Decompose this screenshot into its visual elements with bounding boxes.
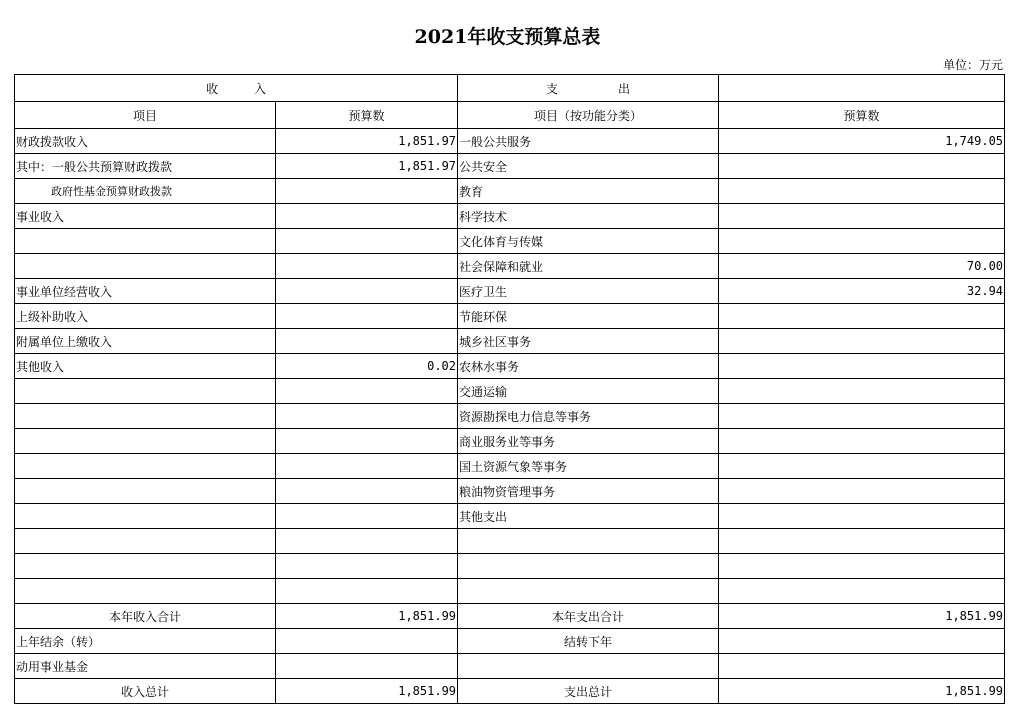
expense-item-cell: 资源勘探电力信息等事务 bbox=[458, 404, 719, 429]
fund-amount bbox=[276, 654, 458, 679]
expense-amount-cell bbox=[719, 379, 1005, 404]
expense-item-cell: 公共安全 bbox=[458, 154, 719, 179]
table-row bbox=[15, 479, 1005, 504]
expense-item-cell: 科学技术 bbox=[458, 204, 719, 229]
table-row bbox=[15, 454, 1005, 479]
income-item-cell bbox=[15, 529, 276, 554]
expense-amount-cell bbox=[719, 204, 1005, 229]
expense-item-cell: 节能环保 bbox=[458, 304, 719, 329]
fund-row bbox=[15, 654, 1005, 679]
table-row bbox=[15, 229, 1005, 254]
expense-grand-total-amount: 1,851.99 bbox=[719, 679, 1005, 704]
income-amount-cell bbox=[276, 529, 458, 554]
table-row bbox=[15, 304, 1005, 329]
income-item-cell: 事业收入 bbox=[15, 204, 276, 229]
expense-item-cell: 医疗卫生 bbox=[458, 279, 719, 304]
income-grand-total-amount: 1,851.99 bbox=[276, 679, 458, 704]
expense-item-cell: 城乡社区事务 bbox=[458, 329, 719, 354]
income-amount-cell bbox=[276, 204, 458, 229]
income-item-header: 项目 bbox=[15, 102, 276, 129]
table-row bbox=[15, 554, 1005, 579]
expense-item-cell: 交通运输 bbox=[458, 379, 719, 404]
grand-total-row bbox=[15, 679, 1005, 704]
income-item-cell bbox=[15, 479, 276, 504]
page-title: 2021年收支预算总表 bbox=[414, 26, 601, 48]
expense-amount-header: 预算数 bbox=[719, 102, 1005, 129]
expense-amount-cell: 70.00 bbox=[719, 254, 1005, 279]
expense-amount-cell: 1,749.05 bbox=[719, 129, 1005, 154]
expense-item-cell: 商业服务业等事务 bbox=[458, 429, 719, 454]
income-item-cell bbox=[15, 379, 276, 404]
expense-item-cell: 文化体育与传媒 bbox=[458, 229, 719, 254]
expense-item-cell: 农林水事务 bbox=[458, 354, 719, 379]
expense-amount-cell bbox=[719, 154, 1005, 179]
expense-item-cell bbox=[458, 554, 719, 579]
income-item-cell: 事业单位经营收入 bbox=[15, 279, 276, 304]
group-header-row bbox=[15, 75, 1005, 102]
expense-item-cell bbox=[458, 529, 719, 554]
income-item-cell bbox=[15, 404, 276, 429]
expense-item-cell bbox=[458, 579, 719, 604]
carry-out-amount bbox=[719, 629, 1005, 654]
income-item-cell: 政府性基金预算财政拨款 bbox=[15, 179, 276, 204]
expense-amount-cell bbox=[719, 579, 1005, 604]
expense-amount-cell bbox=[719, 329, 1005, 354]
carry-in-amount bbox=[276, 629, 458, 654]
expense-grand-total-label: 支出总计 bbox=[458, 679, 719, 704]
fund-expense-blank bbox=[458, 654, 719, 679]
table-row bbox=[15, 254, 1005, 279]
table-row bbox=[15, 179, 1005, 204]
income-amount-header: 预算数 bbox=[276, 102, 458, 129]
expense-amount-cell bbox=[719, 429, 1005, 454]
expense-amount-cell bbox=[719, 529, 1005, 554]
income-item-cell: 其中：一般公共预算财政拨款 bbox=[15, 154, 276, 179]
expense-amount-cell bbox=[719, 504, 1005, 529]
expense-item-cell: 社会保障和就业 bbox=[458, 254, 719, 279]
income-item-cell bbox=[15, 579, 276, 604]
income-item-cell bbox=[15, 554, 276, 579]
table-row bbox=[15, 504, 1005, 529]
expense-amount-cell bbox=[719, 179, 1005, 204]
expense-amount-cell bbox=[719, 454, 1005, 479]
expense-item-cell: 粮油物资管理事务 bbox=[458, 479, 719, 504]
income-item-cell bbox=[15, 429, 276, 454]
income-amount-cell: 0.02 bbox=[276, 354, 458, 379]
table-row bbox=[15, 529, 1005, 554]
expense-item-cell: 其他支出 bbox=[458, 504, 719, 529]
expense-item-cell: 一般公共服务 bbox=[458, 129, 719, 154]
income-item-cell bbox=[15, 254, 276, 279]
expense-group-header-blank bbox=[719, 75, 1005, 102]
expense-amount-cell bbox=[719, 304, 1005, 329]
expense-group-header: 支 出 bbox=[458, 75, 719, 102]
carry-in-label: 上年结余（转） bbox=[15, 629, 276, 654]
expense-amount-cell bbox=[719, 554, 1005, 579]
expense-year-total-amount: 1,851.99 bbox=[719, 604, 1005, 629]
table-row bbox=[15, 329, 1005, 354]
income-amount-cell bbox=[276, 479, 458, 504]
income-year-total-label: 本年收入合计 bbox=[15, 604, 276, 629]
income-amount-cell bbox=[276, 404, 458, 429]
table-row bbox=[15, 404, 1005, 429]
income-item-cell: 财政拨款收入 bbox=[15, 129, 276, 154]
income-year-total-amount: 1,851.99 bbox=[276, 604, 458, 629]
expense-item-cell: 国土资源气象等事务 bbox=[458, 454, 719, 479]
income-item-cell: 附属单位上缴收入 bbox=[15, 329, 276, 354]
table-row bbox=[15, 354, 1005, 379]
column-header-row bbox=[15, 102, 1005, 129]
income-amount-cell bbox=[276, 504, 458, 529]
table-row bbox=[15, 279, 1005, 304]
carry-row bbox=[15, 629, 1005, 654]
income-item-cell: 其他收入 bbox=[15, 354, 276, 379]
income-grand-total-label: 收入总计 bbox=[15, 679, 276, 704]
table-row bbox=[15, 379, 1005, 404]
table-row bbox=[15, 429, 1005, 454]
table-row bbox=[15, 579, 1005, 604]
income-item-cell bbox=[15, 454, 276, 479]
expense-item-cell: 教育 bbox=[458, 179, 719, 204]
budget-table bbox=[14, 74, 1005, 704]
carry-out-label: 结转下年 bbox=[458, 629, 719, 654]
income-amount-cell bbox=[276, 179, 458, 204]
expense-amount-cell bbox=[719, 479, 1005, 504]
expense-year-total-label: 本年支出合计 bbox=[458, 604, 719, 629]
expense-amount-cell bbox=[719, 229, 1005, 254]
income-amount-cell bbox=[276, 329, 458, 354]
table-row bbox=[15, 154, 1005, 179]
income-amount-cell bbox=[276, 279, 458, 304]
year-total-row bbox=[15, 604, 1005, 629]
income-group-header: 收 入 bbox=[15, 75, 458, 102]
expense-amount-cell bbox=[719, 354, 1005, 379]
table-row bbox=[15, 129, 1005, 154]
income-item-cell bbox=[15, 229, 276, 254]
unit-label: 单位：万元 bbox=[942, 58, 1003, 72]
income-amount-cell bbox=[276, 379, 458, 404]
income-amount-cell bbox=[276, 229, 458, 254]
income-item-cell: 上级补助收入 bbox=[15, 304, 276, 329]
income-amount-cell bbox=[276, 254, 458, 279]
income-amount-cell bbox=[276, 304, 458, 329]
income-amount-cell: 1,851.97 bbox=[276, 129, 458, 154]
income-amount-cell bbox=[276, 579, 458, 604]
table-row bbox=[15, 204, 1005, 229]
expense-amount-cell: 32.94 bbox=[719, 279, 1005, 304]
income-amount-cell bbox=[276, 454, 458, 479]
income-amount-cell bbox=[276, 554, 458, 579]
income-item-cell bbox=[15, 504, 276, 529]
income-amount-cell bbox=[276, 429, 458, 454]
expense-amount-cell bbox=[719, 404, 1005, 429]
expense-item-header: 项目（按功能分类） bbox=[458, 102, 719, 129]
fund-expense-amount bbox=[719, 654, 1005, 679]
income-amount-cell: 1,851.97 bbox=[276, 154, 458, 179]
fund-label: 动用事业基金 bbox=[15, 654, 276, 679]
